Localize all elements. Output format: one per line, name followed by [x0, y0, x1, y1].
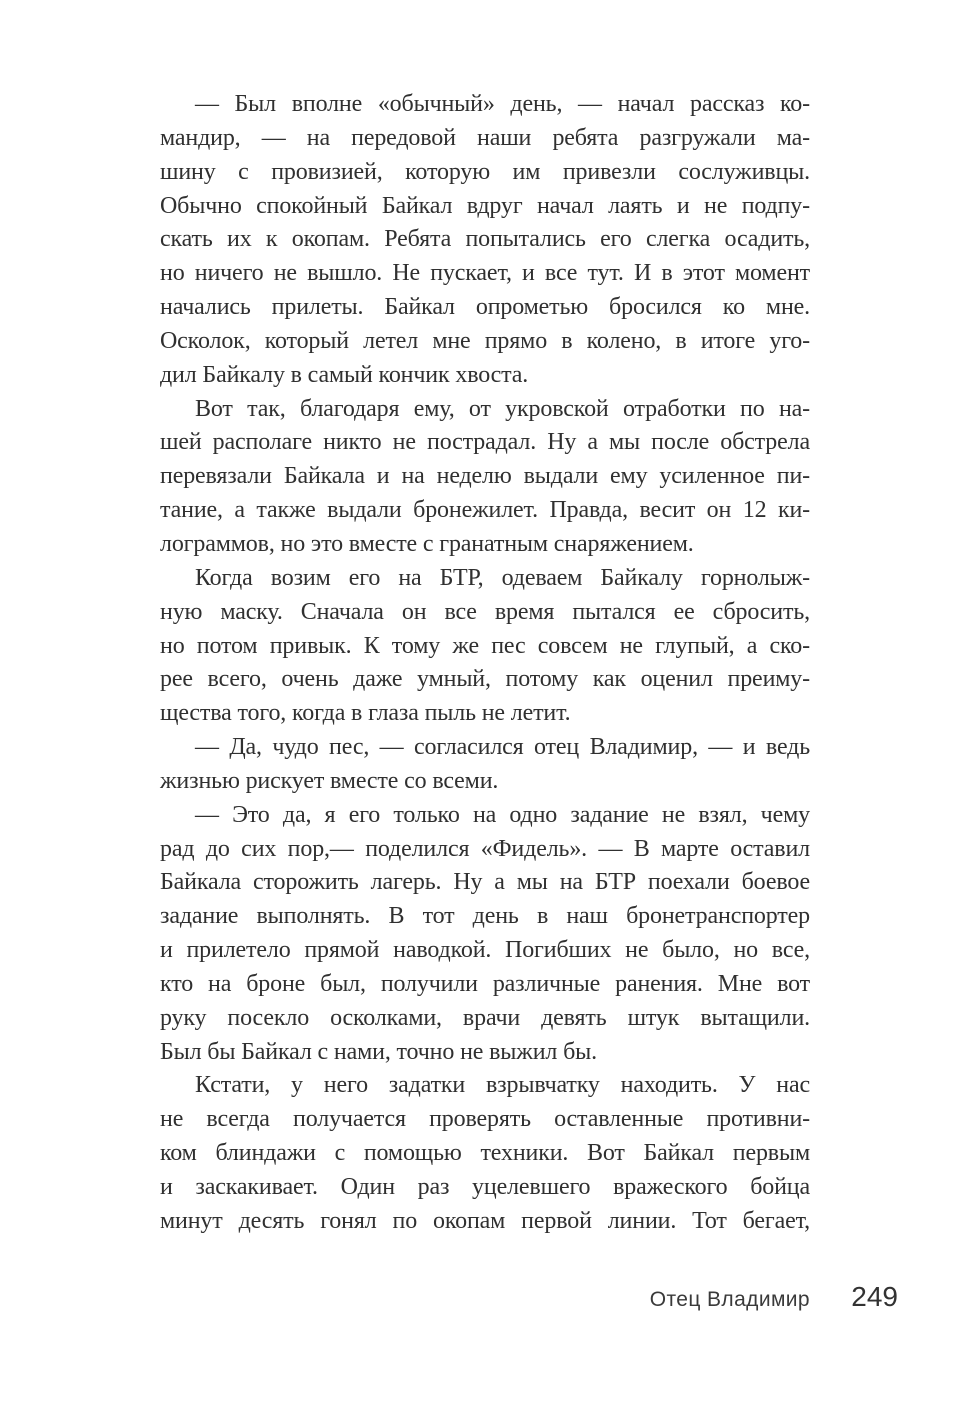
- text-line: — Был вполне «обычный» день, — начал рассказ ко-: [195, 91, 810, 117]
- text-line: тание, а также выдали бронежилет. Правда, весит он 12 ки-: [160, 497, 810, 524]
- text-line: кто на броне был, получили различные ранения. Мне вот: [160, 970, 810, 997]
- text-line: дил Байкалу в самый кончик хвоста.: [160, 361, 529, 388]
- text-line: ком блиндажи с помощью техники. Вот Байкал первым: [160, 1140, 810, 1167]
- text-line: минут десять гонял по окопам первой линии. Тот бегает,: [160, 1207, 810, 1234]
- text-line: лограммов, но это вместе с гранатным снаряжением.: [160, 530, 694, 557]
- text-line: задание выполнять. В тот день в наш бронетранспортер: [160, 903, 810, 930]
- text-line: перевязали Байкала и на неделю выдали ему усиленное пи-: [160, 463, 810, 490]
- text-line: Обычно спокойный Байкал вдруг начал лаять и не подпу-: [160, 192, 810, 219]
- text-line: рад до сих пор,— поделился «Фидель». — В марте оставил: [160, 835, 810, 862]
- text-line: мандир, — на передовой наши ребята разгружали ма-: [160, 124, 810, 151]
- page-text: [160, 88, 810, 1239]
- text-line: Когда возим его на БТР, одеваем Байкалу горнолыж-: [195, 564, 810, 591]
- text-line: Вот так, благодаря ему, от укровской отработки по на-: [195, 395, 810, 422]
- text-line: щества того, когда в глаза пыль не летит.: [160, 700, 571, 727]
- text-line: ную маску. Сначала он все время пытался ее сбросить,: [160, 598, 810, 625]
- paragraph: [160, 88, 810, 393]
- paragraph: [160, 799, 810, 1070]
- text-line: рее всего, очень даже умный, потому как оценил преиму-: [160, 666, 810, 693]
- paragraph: [160, 562, 810, 731]
- text-line: жизнью рискует вместе со всеми.: [160, 767, 499, 794]
- text-line: Осколок, который летел мне прямо в колено, в итоге уго-: [160, 327, 810, 354]
- text-line: Байкала сторожить лагерь. Ну а мы на БТР поехали боевое: [160, 869, 810, 896]
- text-line: начались прилеты. Байкал опрометью бросился ко мне.: [160, 294, 810, 321]
- page-footer: [0, 1278, 970, 1320]
- paragraph: [160, 1069, 810, 1238]
- running-title: Отец Владимир: [649, 1288, 810, 1311]
- text-line: но потом привык. К тому же пес совсем не глупый, а ско-: [160, 632, 810, 659]
- text-line: — Да, чудо пес, — согласился отец Владимир, — и ведь: [195, 734, 810, 761]
- text-line: скать их к окопам. Ребята попытались его слегка осадить,: [160, 226, 810, 253]
- text-line: но ничего не вышло. Не пускает, и все тут. И в этот момент: [160, 260, 810, 287]
- text-line: и заскакивает. Один раз уцелевшего вражеского бойца: [160, 1174, 810, 1200]
- text-line: руку посекло осколками, врачи девять штук вытащили.: [160, 1004, 810, 1031]
- text-line: и прилетело прямой наводкой. Погибших не было, но все,: [160, 937, 810, 964]
- text-line: — Это да, я его только на одно задание не взял, чему: [195, 801, 810, 828]
- text-line: не всегда получается проверять оставленные противни-: [160, 1106, 810, 1133]
- paragraph: [160, 393, 810, 562]
- text-line: шей располаге никто не пострадал. Ну а мы после обстрела: [160, 429, 810, 456]
- text-line: Был бы Байкал с нами, точно не выжил бы.: [160, 1038, 597, 1065]
- page-number: 249: [851, 1281, 898, 1312]
- text-line: шину с провизией, которую им привезли сослуживцы.: [160, 158, 810, 185]
- text-line: Кстати, у него задатки взрывчатку находить. У нас: [195, 1072, 810, 1099]
- paragraph: [160, 731, 810, 799]
